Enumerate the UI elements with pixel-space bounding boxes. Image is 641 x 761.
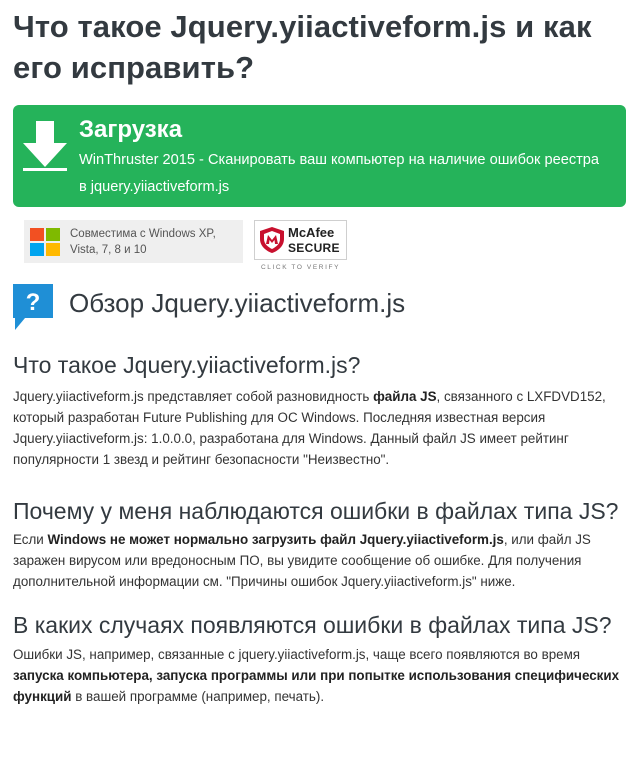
section-why-errors bbox=[13, 498, 629, 592]
download-banner[interactable] bbox=[13, 105, 626, 207]
mcafee-secure-badge[interactable] bbox=[254, 220, 347, 260]
section-heading: Почему у меня наблюдаются ошибки в файлах типа JS? bbox=[13, 498, 619, 524]
windows-compat-badge bbox=[24, 220, 243, 263]
mcafee-line1: McAfee bbox=[288, 225, 335, 240]
section-heading: В каких случаях появляются ошибки в файлах типа JS? bbox=[13, 612, 612, 638]
question-bubble-icon bbox=[13, 284, 53, 330]
windows-compat-text: Совместима с Windows XP, Vista, 7, 8 и 10 bbox=[70, 228, 216, 256]
page-title: Что такое Jquery.yiiactiveform.js и как его исправить? bbox=[13, 9, 592, 85]
section-what-is bbox=[13, 352, 629, 470]
mcafee-shield-icon bbox=[259, 226, 285, 254]
mcafee-line2: SECURE bbox=[288, 241, 340, 255]
windows-logo-icon bbox=[30, 228, 60, 256]
section-paragraph: Если Windows не может нормально загрузить файл Jquery.yiiactiveform.js, или файл JS заражен вирусом или вредоносным ПО, вы увидите сообщение об ошибке. Для получения дополнительной информации см. "Причины ошибок Jquery.yiiactiveform.js" ниже. bbox=[13, 532, 591, 589]
section-when-errors bbox=[13, 612, 629, 707]
overview-header bbox=[13, 284, 629, 330]
article bbox=[13, 0, 629, 707]
section-paragraph: Jquery.yiiactiveform.js представляет собой разновидность файла JS, связанного с LXFDVD152, который разработан Future Publishing для ОС Windows. Последняя известная версия Jquery.yiiactiveform.js: 1.0.0.0, разработана для Windows. Данный файл JS имеет рейтинг популярности 1 звезд и рейтинг безопасности "Неизвестно". bbox=[13, 389, 606, 467]
overview-title: Обзор Jquery.yiiactiveform.js bbox=[69, 288, 406, 318]
click-to-verify-text[interactable]: CLICK TO VERIFY bbox=[260, 264, 341, 271]
svg-text:?: ? bbox=[25, 289, 41, 316]
download-title[interactable]: Загрузка bbox=[79, 116, 183, 143]
download-arrow-icon bbox=[23, 121, 67, 171]
trust-badges bbox=[13, 218, 629, 278]
section-paragraph: Ошибки JS, например, связанные с jquery.yiiactiveform.js, чаще всего появляются во время запуска компьютера, запуска программы или при попытке использования специфических функций в вашей программе (например, печать). bbox=[13, 647, 620, 704]
section-heading: Что такое Jquery.yiiactiveform.js? bbox=[13, 352, 361, 378]
download-description[interactable]: WinThruster 2015 - Сканировать ваш компьютер на наличие ошибок реестра в jquery.yiiactiveform.js bbox=[79, 152, 600, 195]
